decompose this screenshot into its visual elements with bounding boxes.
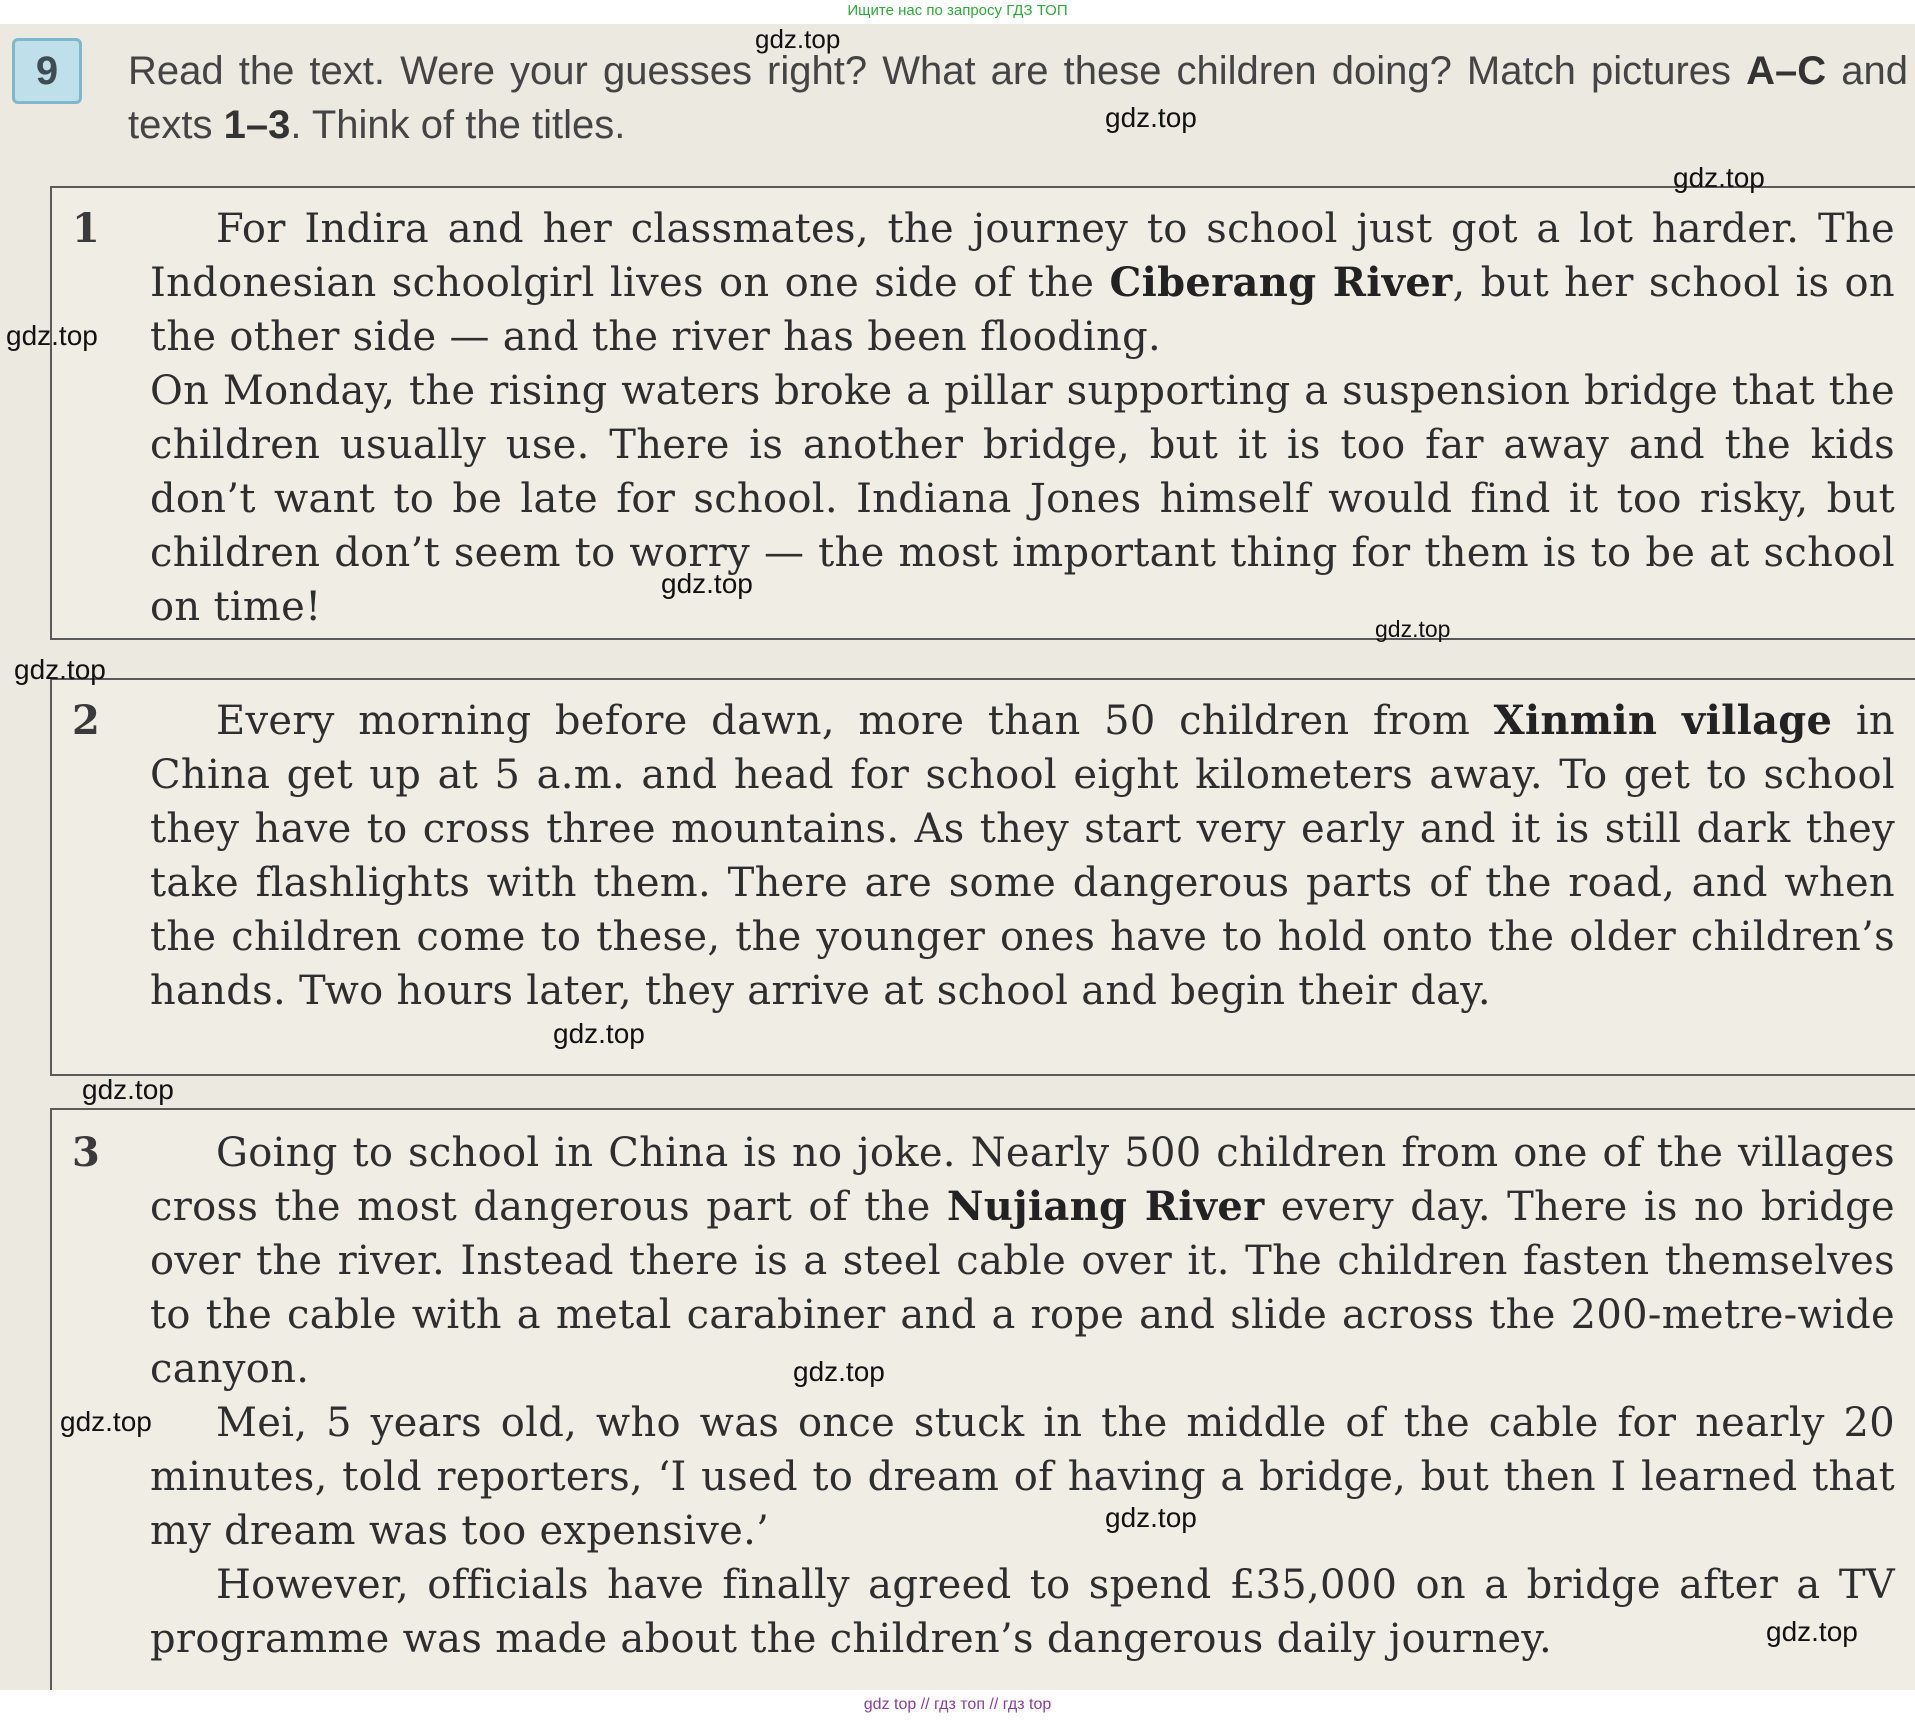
watermark: gdz.top (755, 24, 841, 54)
watermark: gdz.top (14, 654, 106, 685)
watermark: gdz.top (60, 1406, 152, 1437)
watermark: gdz.top (82, 1074, 174, 1105)
watermark: gdz.top (553, 1018, 645, 1049)
watermark: gdz.top (661, 568, 753, 599)
paragraph: Mei, 5 years old, who was once stuck in the middle of the cable for nearly 20 minutes, told reporters, ‘I used to dream of having a bridge, but then I learned that my dream was too expensive.’ (150, 1400, 1895, 1554)
instruction-bold-pictures: A–C (1746, 49, 1827, 93)
place-name: Ciberang River (1109, 259, 1453, 306)
watermark: gdz.top (1673, 162, 1765, 193)
instruction-text: and texts (128, 49, 1908, 147)
watermark: gdz.top (1375, 616, 1451, 642)
instruction-bold-texts: 1–3 (223, 103, 291, 147)
watermark: gdz.top (6, 320, 98, 351)
task-number-badge: 9 (12, 38, 82, 104)
text-box-3 (50, 1108, 1915, 1708)
task-instruction (128, 44, 1908, 152)
watermark: gdz.top (1105, 102, 1197, 133)
text-number: 3 (72, 1129, 100, 1176)
place-name: Nujiang River (946, 1183, 1265, 1230)
paragraph: For Indira and her classmates, the journey to school just got a lot harder. The Indonesian schoolgirl lives on one side of the Ciberang River, but her school is on the other side — and the river has been flooding. (150, 206, 1895, 360)
watermark: gdz.top (1766, 1616, 1858, 1647)
watermark: gdz.top (793, 1356, 885, 1387)
instruction-text: Read the text. Were your guesses right? What are these children doing? Match pictures (128, 49, 1747, 93)
text-box-1 (50, 186, 1915, 640)
instruction-text: . Think of the titles. (290, 103, 626, 147)
top-banner: Ищите нас по запросу ГДЗ ТОП (0, 0, 1915, 24)
text-box-2 (50, 678, 1915, 1076)
paragraph: Every morning before dawn, more than 50 children from Xinmin village in China get up at 5 a.m. and head for school eight kilometers away. To get to school they have to cross three mountains. As they start very early and it is still dark they take flashlights with them. There are some dangerous parts of the road, and when the children come to these, the younger ones have to hold onto the older children’s hands. Two hours later, they arrive at school and begin their day. (150, 697, 1895, 1014)
text-body (150, 1126, 1895, 1666)
place-name: Xinmin village (1493, 697, 1833, 744)
text-body (150, 202, 1895, 634)
paragraph: Going to school in China is no joke. Nearly 500 children from one of the villages cross the most dangerous part of the Nujiang River every day. There is no bridge over the river. Instead there is a steel cable over it. The children fasten themselves to the cable with a metal carabiner and a rope and slide across the 200-metre-wide canyon. (150, 1130, 1895, 1392)
text-number: 1 (72, 205, 100, 252)
watermark: gdz.top (1105, 1502, 1197, 1533)
paragraph: On Monday, the rising waters broke a pillar supporting a suspension bridge that the children usually use. There is another bridge, but it is too far away and the kids don’t want to be late for school. Indiana Jones himself would find it too risky, but children don’t seem to worry — the most important thing for them is to be at school on time! (150, 368, 1895, 630)
text-number: 2 (72, 697, 100, 744)
paragraph: However, officials have finally agreed to spend £35,000 on a bridge after a TV programme was made about the children’s dangerous daily journey. (150, 1562, 1895, 1662)
text-body (150, 694, 1895, 1018)
bottom-banner: gdz top // гдз топ // гдз top (0, 1690, 1915, 1720)
